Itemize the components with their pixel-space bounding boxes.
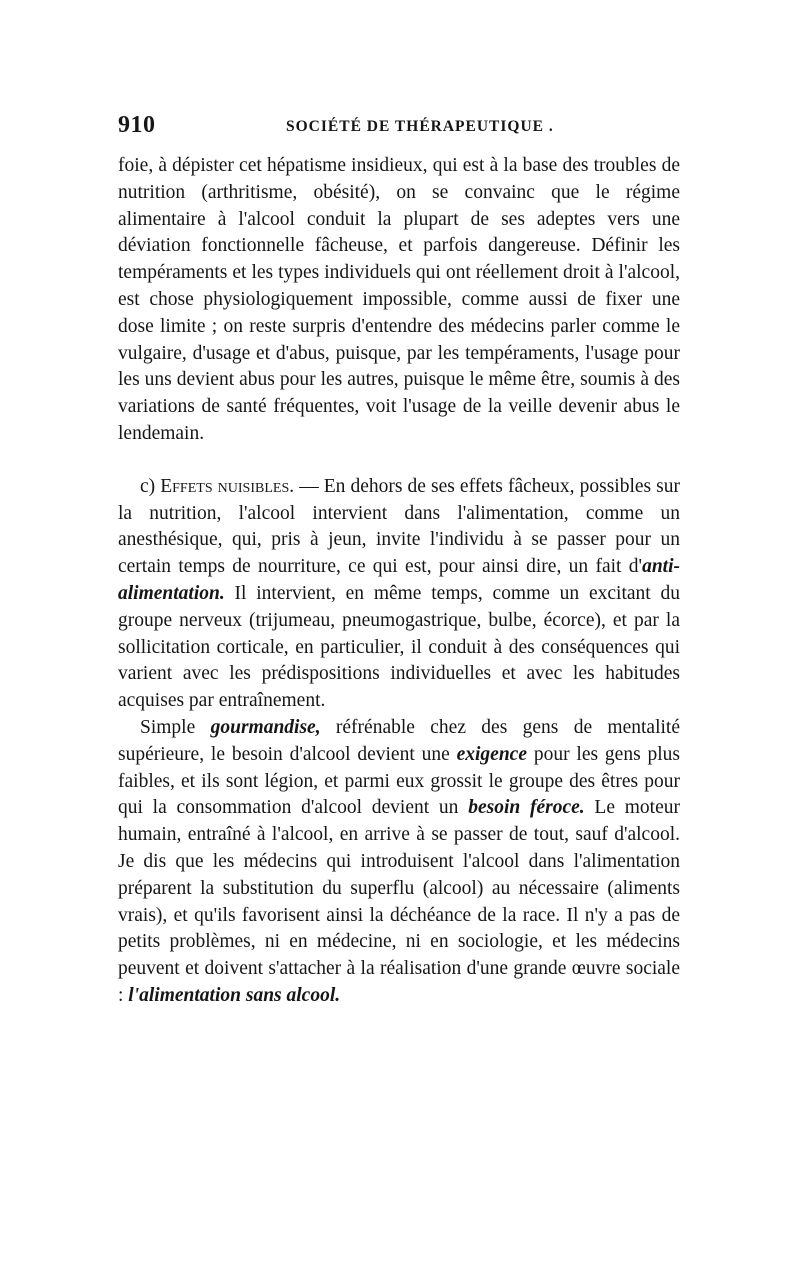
section-marker: c) (140, 475, 156, 497)
section-heading: Effets nuisibles. (160, 475, 295, 497)
paragraph-1: foie, à dépister cet hépatisme insidieux, qui est à la base des troubles de nutrition (arthritisme, obésité), on se convainc que le régime alimentaire à l'alcool conduit la plupart de ses adeptes vers une déviation fonctionnelle fâcheuse, et parfois dangereuse. Définir les tempéraments et les types individuels qui ont réellement droit à l'alcool, est chose physiologiquement impossible, comme aussi de fixer une dose limite ; on reste surpris d'entendre des médecins parler comme le vulgaire, d'usage et d'abus, puisque, par les tempéraments, l'usage pour les uns devient abus pour les autres, puisque le même être, soumis à des variations de santé fréquentes, voit l'usage de la veille devenir abus le lendemain. (118, 155, 680, 444)
paragraph-effets-nuisibles (118, 474, 680, 715)
emphasis-exigence: exigence (456, 743, 527, 765)
paragraph-3-text-c: pour les gens plus faibles, et ils sont légion, et parmi eux grossit le groupe des êtres pour qui la consommation d'alcool devient un (118, 743, 681, 819)
paragraph-3 (118, 715, 680, 1010)
running-header (118, 112, 680, 142)
paragraph-2-text-a: — En dehors de ses effets fâcheux, possibles sur la nutrition, l'alcool intervient dans l'alimentation, comme un anesthésique, qui, pris à jeun, invite l'individu à se passer pour un certain temps de nourriture, ce qui est, pour ainsi dire, un fait d' (118, 475, 681, 578)
emphasis-besoin-feroce: besoin féroce. (468, 797, 585, 819)
paragraph-3-text-b: réfrénable chez des gens de mentalité supérieure, le besoin d'alcool devient une (118, 716, 680, 765)
paragraph-3-text-a: Simple (140, 716, 211, 738)
running-title: SOCIÉTÉ DE THÉRAPEUTIQUE . (286, 118, 554, 135)
paragraph-2-text-b: Il intervient, en même temps, comme un excitant du groupe nerveux (trijumeau, pneumogastrique, bulbe, écorce), et par la sollicitation corticale, en particulier, il conduit à des conséquences qui varient avec les prédispositions individuelles et avec les habitudes acquises par entraînement. (118, 582, 680, 712)
emphasis-anti-alimentation: anti-alimentation. (118, 556, 680, 604)
emphasis-alimentation-sans-alcool: l'alimentation sans alcool. (128, 984, 341, 1006)
paragraph-3-text-d: Le moteur humain, entraîné à l'alcool, en arrive à se passer de tout, sauf d'alcool. Je dis que les médecins qui introduisent l'alcool dans l'alimentation préparent la substitution du superflu (alcool) au nécessaire (aliments vrais), et qu'ils favorisent ainsi la déchéance de la race. Il n'y a pas de petits problèmes, ni en médecine, ni en sociologie, et les médecins peuvent et doivent s'attacher à la réalisation d'une grande œuvre sociale : (118, 797, 680, 1006)
emphasis-gourmandise: gourmandise, (210, 716, 321, 738)
body-text (118, 153, 680, 1010)
page-number: 910 (118, 112, 156, 138)
